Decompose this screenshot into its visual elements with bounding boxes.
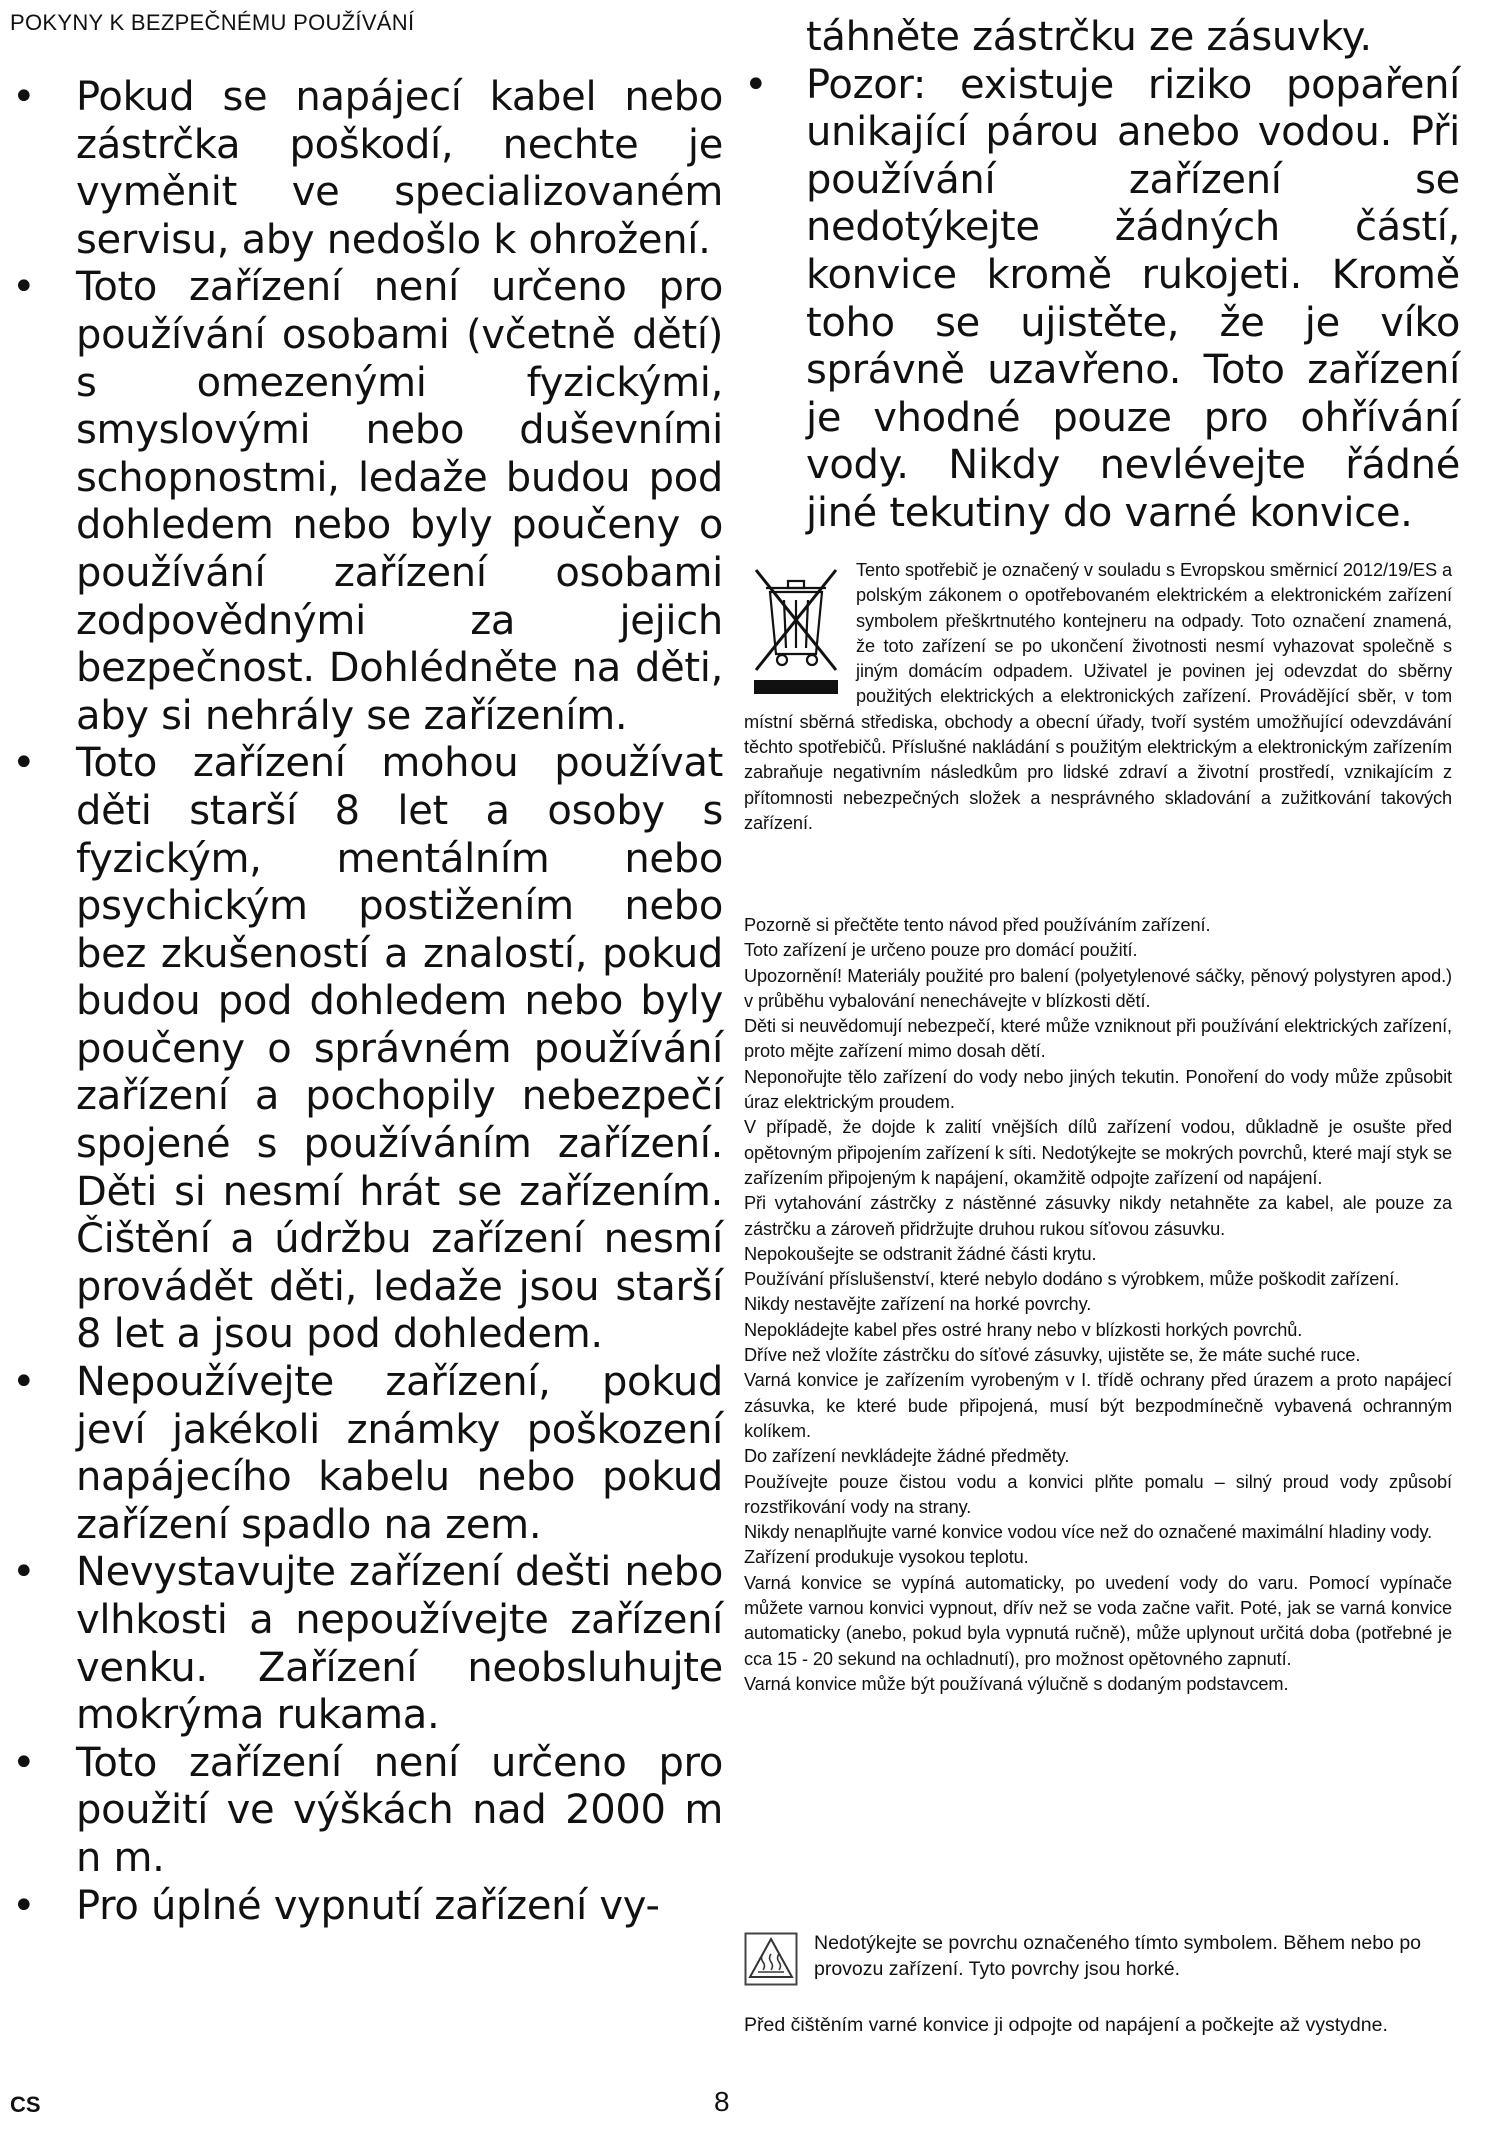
- safety-paragraph: Používejte pouze čistou vodu a konvici plňte pomalu – silný proud vody způsobí rozstřikování vody na strany.: [744, 1471, 1452, 1517]
- continued-bullet-text: táhněte zástrčku ze zásuvky.: [806, 14, 1372, 60]
- safety-paragraph: Děti si neuvědomují nebezpečí, které může vzniknout při používání elektrických zařízení, proto mějte zařízení mimo dosah dětí.: [744, 1016, 1452, 1062]
- safety-paragraph: Toto zařízení je určeno pouze pro domácí použití.: [744, 940, 1138, 961]
- language-code: CS: [10, 2092, 41, 2117]
- hot-surface-warning-icon: [744, 1932, 798, 1986]
- bullet-text: Pokud se napájecí kabel nebo zástrčka poškodí, nechte je vyměnit ve specializovaném servisu, aby nedošlo k ohrožení.: [76, 74, 723, 263]
- safety-paragraph: Dříve než vložíte zástrčku do síťové zásuvky, ujistěte se, že máte suché ruce.: [744, 1345, 1361, 1366]
- bullet-text: Pro úplné vypnutí zařízení vy-: [76, 1882, 660, 1929]
- safety-paragraph: Do zařízení nevkládejte žádné předměty.: [744, 1446, 1070, 1467]
- list-item: [8, 1359, 723, 1549]
- weee-paragraph: Tento spotřebič je označený v souladu s Evropskou směrnicí 2012/19/ES a polským zákonem o opotřebovaném elektrickém a elektronickém zařízení symbolem přeškrtnutého kontejneru na odpady. Toto označení znamená, že toto zařízení se po ukončení životnosti nesmí vyhazovat společně s jiným domácím odpadem. Uživatel je povinen jej odevzdat do sběrny použitých elektrických a elektronických zařízení. Provádějící sběr, v tom místní sběrná střediska, obchody a obecní úřady, tvoří systém umožňující odevzdávání těchto spotřebičů. Příslušné nakládání s použitým elektrickým a elektronickým zařízením zabraňuje negativním následkům pro lidské zdraví a životní prostředí, vznikajícím z přítomnosti nebezpečných složek a nesprávného skladování a zužitkování takových zařízení.: [744, 560, 1452, 833]
- safety-instructions: [744, 913, 1452, 1697]
- right-column-top: [740, 14, 1460, 538]
- list-item: [8, 264, 723, 740]
- safety-paragraph: Nikdy nenaplňujte varné konvice vodou více než do označené maximální hladiny vody.: [744, 1522, 1433, 1543]
- bullet-icon: •: [12, 264, 36, 311]
- bullet-text: Toto zařízení není určeno pro použití ve výškách nad 2000 m n m.: [76, 1739, 723, 1881]
- bullet-icon: •: [12, 740, 36, 787]
- safety-paragraph: Nepokládejte kabel přes ostré hrany nebo v blízkosti horkých povrchů.: [744, 1319, 1303, 1340]
- safety-paragraph: Nikdy nestavějte zařízení na horké povrchy.: [744, 1294, 1092, 1315]
- bullet-icon: •: [12, 1359, 36, 1406]
- safety-paragraph: Neponořujte tělo zařízení do vody nebo jiných tekutin. Ponoření do vody může způsobit úraz elektrickým proudem.: [744, 1066, 1452, 1113]
- bullet-icon: •: [12, 1882, 36, 1929]
- safety-paragraph: Upozornění! Materiály použité pro balení (polyetylenové sáčky, pěnový polystyren apod.) v průběhu vybalování nenechávejte v blízkosti dětí.: [744, 965, 1452, 1011]
- bullet-icon: •: [744, 61, 768, 108]
- weee-notice: [744, 558, 1452, 836]
- crossed-out-bin-icon: [748, 562, 844, 700]
- list-item: [8, 1549, 723, 1739]
- safety-paragraph: Pozorně si přečtěte tento návod před používáním zařízení.: [744, 915, 1211, 935]
- section-title: POKYNY K BEZPEČNÉMU POUŽÍVÁNÍ: [10, 10, 415, 35]
- safety-paragraph: Zařízení produkuje vysokou teplotu.: [744, 1547, 1029, 1568]
- left-bullet-list: [8, 74, 723, 1930]
- list-item: [8, 1740, 723, 1883]
- list-item: [8, 1883, 723, 1931]
- bullet-text: Nepoužívejte zařízení, pokud jeví jakékoli známky poškození napájecího kabelu nebo pokud zařízení spadlo na zem.: [76, 1359, 723, 1548]
- safety-paragraph: Varná konvice je zařízením vyrobeným v I. třídě ochrany před úrazem a proto napájecí zásuvka, ke které bude připojená, musí být bezpodmínečně vybavená ochranným kolíkem.: [744, 1370, 1452, 1441]
- cleaning-text: Před čištěním varné konvice ji odpojte od napájení a počkejte až vystydne.: [744, 2014, 1388, 2036]
- list-item: [740, 62, 1460, 538]
- list-item: [8, 74, 723, 264]
- bullet-text: Pozor: existuje riziko popaření unikající párou anebo vodou. Při používání zařízení se nedotýkejte žádných částí, konvice kromě rukojeti. Kromě toho se ujistěte, že je víko správně uzavřeno. Toto zařízení je vhodné pouze pro ohřívání vody. Nikdy nevlévejte řádné jiné tekutiny do varné konvice.: [806, 61, 1460, 536]
- safety-paragraph: Při vytahování zástrčky z nástěnné zásuvky nikdy netahněte za kabel, ale pouze za zástrčku a zároveň přidržujte druhou rukou síťovou zásuvku.: [744, 1193, 1452, 1239]
- bullet-text: Toto zařízení není určeno pro používání osobami (včetně dětí) s omezenými fyzickými, smyslovými nebo duševními schopnostmi, ledaže budou pod dohledem nebo byly poučeny o používání zařízení osobami zodpovědnými za jejich bezpečnost. Dohlédněte na děti, aby si nehrály se zařízením.: [76, 264, 723, 739]
- bullet-text: Nevystavujte zařízení dešti nebo vlhkosti a nepoužívejte zařízení venku. Zařízení neobsluhujte mokrýma rukama.: [76, 1549, 723, 1739]
- safety-paragraph: Používání příslušenství, které nebylo dodáno s výrobkem, může poškodit zařízení.: [744, 1269, 1400, 1290]
- bullet-icon: •: [12, 1549, 36, 1596]
- safety-paragraph: Nepokoušejte se odstranit žádné části krytu.: [744, 1243, 1097, 1264]
- safety-paragraph: Varná konvice může být používaná výlučně s dodaným podstavcem.: [744, 1673, 1289, 1694]
- left-column: [8, 74, 723, 1930]
- hot-surface-text: Nedotýkejte se povrchu označeného tímto symbolem. Během nebo po provozu zařízení. Tyto povrchy jsou horké.: [814, 1932, 1422, 1980]
- page-number: 8: [714, 2086, 730, 2117]
- safety-paragraph: Varná konvice se vypíná automaticky, po uvedení vody do varu. Pomocí vypínače můžete varnou konvici vypnout, dřív než se voda začne vařit. Poté, jak se varná konvice automaticky (anebo, pokud byla vypnutá ručně), může uplynout určitá doba (potřebné je cca 15 - 20 sekund na ochladnutí), pro možnost opětovného zapnutí.: [744, 1572, 1452, 1669]
- safety-paragraph: V případě, že dojde k zalití vnějších dílů zařízení vodou, důkladně je osušte před opětovným připojením zařízení k síti. Nedotýkejte se mokrých povrchů, které mají styk se zařízením připojeným k napájení, okamžitě odpojte zařízení od napájení.: [744, 1117, 1452, 1188]
- hot-surface-notice: [744, 1930, 1452, 1986]
- bullet-icon: •: [12, 1739, 36, 1786]
- cleaning-notice: [744, 2012, 1452, 2038]
- bullet-text: Toto zařízení mohou používat děti starší 8 let a osoby s fyzickým, mentálním nebo psychickým postižením nebo bez zkušeností a znalostí, pokud budou pod dohledem nebo byly poučeny o správném používání zařízení a pochopily nebezpečí spojené s používáním zařízení. Děti si nesmí hrát se zařízením. Čištění a údržbu zařízení nesmí provádět děti, ledaže jsou starší 8 let a jsou pod dohledem.: [76, 740, 723, 1358]
- bullet-icon: •: [12, 74, 36, 120]
- list-item: [8, 740, 723, 1359]
